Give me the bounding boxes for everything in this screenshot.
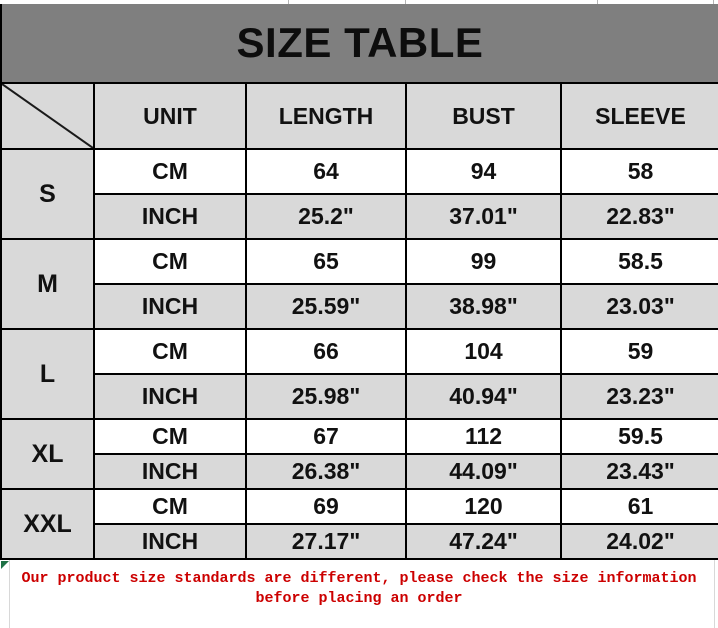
size-label-s: S — [1, 149, 94, 239]
value-cell: 66 — [246, 329, 406, 374]
value-cell: 37.01" — [406, 194, 561, 239]
diagonal-line-icon — [2, 84, 93, 148]
row-l-cm — [1, 329, 718, 374]
value-cell: 58 — [561, 149, 718, 194]
value-cell: 27.17" — [246, 524, 406, 559]
value-cell: 25.98" — [246, 374, 406, 419]
value-cell: 104 — [406, 329, 561, 374]
note-line-2: before placing an order — [255, 590, 463, 607]
unit-cell: CM — [94, 149, 246, 194]
row-m-cm — [1, 239, 718, 284]
row-m-inch — [1, 284, 718, 329]
cell-corner-marker-icon — [1, 561, 9, 569]
page-title: SIZE TABLE — [236, 19, 484, 66]
column-header-length: LENGTH — [246, 83, 406, 149]
unit-cell: CM — [94, 239, 246, 284]
value-cell: 25.59" — [246, 284, 406, 329]
unit-cell: CM — [94, 419, 246, 454]
unit-cell: INCH — [94, 194, 246, 239]
value-cell: 38.98" — [406, 284, 561, 329]
value-cell: 69 — [246, 489, 406, 524]
column-header-bust: BUST — [406, 83, 561, 149]
unit-cell: INCH — [94, 454, 246, 489]
unit-cell: INCH — [94, 374, 246, 419]
size-label-l: L — [1, 329, 94, 419]
unit-cell: CM — [94, 329, 246, 374]
value-cell: 65 — [246, 239, 406, 284]
value-cell: 58.5 — [561, 239, 718, 284]
value-cell: 112 — [406, 419, 561, 454]
note-area — [0, 560, 718, 628]
value-cell: 59 — [561, 329, 718, 374]
size-label-xl: XL — [1, 419, 94, 489]
value-cell: 22.83" — [561, 194, 718, 239]
table-header-row — [1, 83, 718, 149]
row-xl-inch — [1, 454, 718, 489]
value-cell: 40.94" — [406, 374, 561, 419]
value-cell: 67 — [246, 419, 406, 454]
row-l-inch — [1, 374, 718, 419]
gridline-tick — [713, 0, 714, 4]
column-header-sleeve: SLEEVE — [561, 83, 718, 149]
size-table — [0, 82, 718, 560]
gridline — [9, 560, 10, 628]
row-xxl-inch — [1, 524, 718, 559]
value-cell: 44.09" — [406, 454, 561, 489]
gridline — [714, 560, 715, 628]
title-banner — [0, 4, 718, 82]
size-table-body — [1, 149, 718, 559]
unit-cell: INCH — [94, 524, 246, 559]
value-cell: 61 — [561, 489, 718, 524]
value-cell: 47.24" — [406, 524, 561, 559]
gridline-tick — [405, 0, 406, 4]
value-cell: 120 — [406, 489, 561, 524]
value-cell: 23.03" — [561, 284, 718, 329]
value-cell: 99 — [406, 239, 561, 284]
size-label-xxl: XXL — [1, 489, 94, 559]
value-cell: 24.02" — [561, 524, 718, 559]
column-header-unit: UNIT — [94, 83, 246, 149]
value-cell: 25.2" — [246, 194, 406, 239]
top-gridline-strip — [0, 0, 718, 4]
unit-cell: CM — [94, 489, 246, 524]
note-line-1: Our product size standards are different, please check the size information — [21, 570, 697, 587]
gridline-tick — [597, 0, 598, 4]
value-cell: 94 — [406, 149, 561, 194]
row-xxl-cm — [1, 489, 718, 524]
value-cell: 26.38" — [246, 454, 406, 489]
row-s-inch — [1, 194, 718, 239]
unit-cell: INCH — [94, 284, 246, 329]
size-label-m: M — [1, 239, 94, 329]
value-cell: 59.5 — [561, 419, 718, 454]
value-cell: 64 — [246, 149, 406, 194]
diagonal-corner-cell — [1, 83, 94, 149]
gridline-tick — [288, 0, 289, 4]
row-xl-cm — [1, 419, 718, 454]
row-s-cm — [1, 149, 718, 194]
value-cell: 23.43" — [561, 454, 718, 489]
value-cell: 23.23" — [561, 374, 718, 419]
